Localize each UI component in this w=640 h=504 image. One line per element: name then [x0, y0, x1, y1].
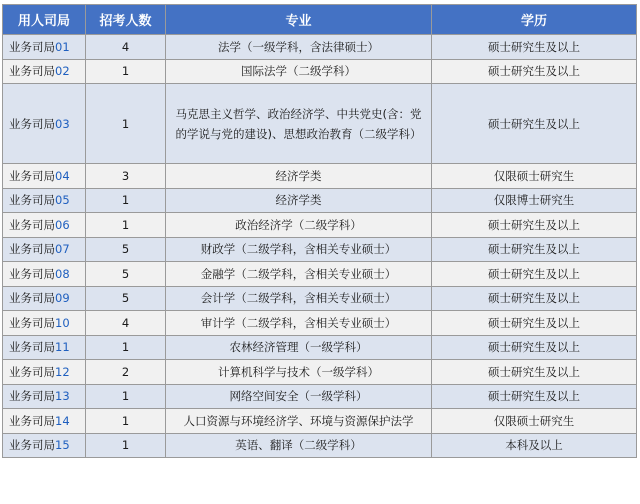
cell-count: 1	[86, 59, 166, 84]
cell-edu: 硕士研究生及以上	[432, 35, 637, 60]
cell-major: 人口资源与环境经济学、环境与资源保护法学	[166, 409, 432, 434]
cell-edu: 硕士研究生及以上	[432, 237, 637, 262]
cell-major: 财政学（二级学科，含相关专业硕士）	[166, 237, 432, 262]
cell-count: 1	[86, 384, 166, 409]
cell-major: 农林经济管理（一级学科）	[166, 335, 432, 360]
cell-major: 政治经济学（二级学科）	[166, 213, 432, 238]
header-major: 专业	[166, 5, 432, 35]
cell-dept: 业务司局12	[3, 360, 86, 385]
cell-major: 马克思主义哲学、政治经济学、中共党史(含：党的学说与党的建设)、思想政治教育（二级学科）	[166, 84, 432, 164]
cell-dept: 业务司局07	[3, 237, 86, 262]
cell-edu: 硕士研究生及以上	[432, 360, 637, 385]
table-row	[3, 35, 637, 60]
cell-edu: 仅限硕士研究生	[432, 409, 637, 434]
cell-edu: 硕士研究生及以上	[432, 384, 637, 409]
cell-count: 5	[86, 286, 166, 311]
cell-dept: 业务司局02	[3, 59, 86, 84]
cell-count: 1	[86, 335, 166, 360]
cell-count: 5	[86, 262, 166, 287]
cell-edu: 本科及以上	[432, 433, 637, 458]
cell-major: 审计学（二级学科，含相关专业硕士）	[166, 311, 432, 336]
table-row	[3, 335, 637, 360]
cell-major: 经济学类	[166, 188, 432, 213]
cell-edu: 硕士研究生及以上	[432, 286, 637, 311]
cell-dept: 业务司局08	[3, 262, 86, 287]
cell-dept: 业务司局05	[3, 188, 86, 213]
cell-edu: 硕士研究生及以上	[432, 84, 637, 164]
table-row	[3, 384, 637, 409]
table-row	[3, 237, 637, 262]
header-row	[3, 5, 637, 35]
cell-count: 4	[86, 35, 166, 60]
cell-dept: 业务司局04	[3, 164, 86, 189]
table-row	[3, 286, 637, 311]
cell-dept: 业务司局11	[3, 335, 86, 360]
cell-major: 英语、翻译（二级学科）	[166, 433, 432, 458]
cell-dept: 业务司局01	[3, 35, 86, 60]
cell-edu: 硕士研究生及以上	[432, 262, 637, 287]
cell-dept: 业务司局10	[3, 311, 86, 336]
cell-count: 1	[86, 213, 166, 238]
header-dept: 用人司局	[3, 5, 86, 35]
cell-major: 会计学（二级学科，含相关专业硕士）	[166, 286, 432, 311]
cell-major: 金融学（二级学科，含相关专业硕士）	[166, 262, 432, 287]
cell-count: 1	[86, 433, 166, 458]
cell-dept: 业务司局14	[3, 409, 86, 434]
cell-dept: 业务司局06	[3, 213, 86, 238]
table-row	[3, 262, 637, 287]
table-row	[3, 59, 637, 84]
cell-count: 4	[86, 311, 166, 336]
cell-edu: 仅限硕士研究生	[432, 164, 637, 189]
cell-major: 法学（一级学科，含法律硕士）	[166, 35, 432, 60]
cell-major: 网络空间安全（一级学科）	[166, 384, 432, 409]
cell-dept: 业务司局15	[3, 433, 86, 458]
cell-edu: 硕士研究生及以上	[432, 213, 637, 238]
cell-major: 国际法学（二级学科）	[166, 59, 432, 84]
table-row	[3, 84, 637, 164]
header-edu: 学历	[432, 5, 637, 35]
cell-count: 1	[86, 188, 166, 213]
table-row	[3, 188, 637, 213]
cell-edu: 硕士研究生及以上	[432, 311, 637, 336]
cell-edu: 硕士研究生及以上	[432, 59, 637, 84]
cell-major: 计算机科学与技术（一级学科）	[166, 360, 432, 385]
table-row	[3, 164, 637, 189]
table-row	[3, 213, 637, 238]
cell-dept: 业务司局13	[3, 384, 86, 409]
cell-major: 经济学类	[166, 164, 432, 189]
cell-count: 5	[86, 237, 166, 262]
cell-count: 2	[86, 360, 166, 385]
cell-dept: 业务司局03	[3, 84, 86, 164]
recruitment-table	[2, 4, 637, 458]
table-row	[3, 360, 637, 385]
table-row	[3, 409, 637, 434]
cell-dept: 业务司局09	[3, 286, 86, 311]
cell-count: 3	[86, 164, 166, 189]
cell-count: 1	[86, 409, 166, 434]
header-count: 招考人数	[86, 5, 166, 35]
cell-edu: 硕士研究生及以上	[432, 335, 637, 360]
table-row	[3, 433, 637, 458]
cell-count: 1	[86, 84, 166, 164]
table-row	[3, 311, 637, 336]
cell-edu: 仅限博士研究生	[432, 188, 637, 213]
